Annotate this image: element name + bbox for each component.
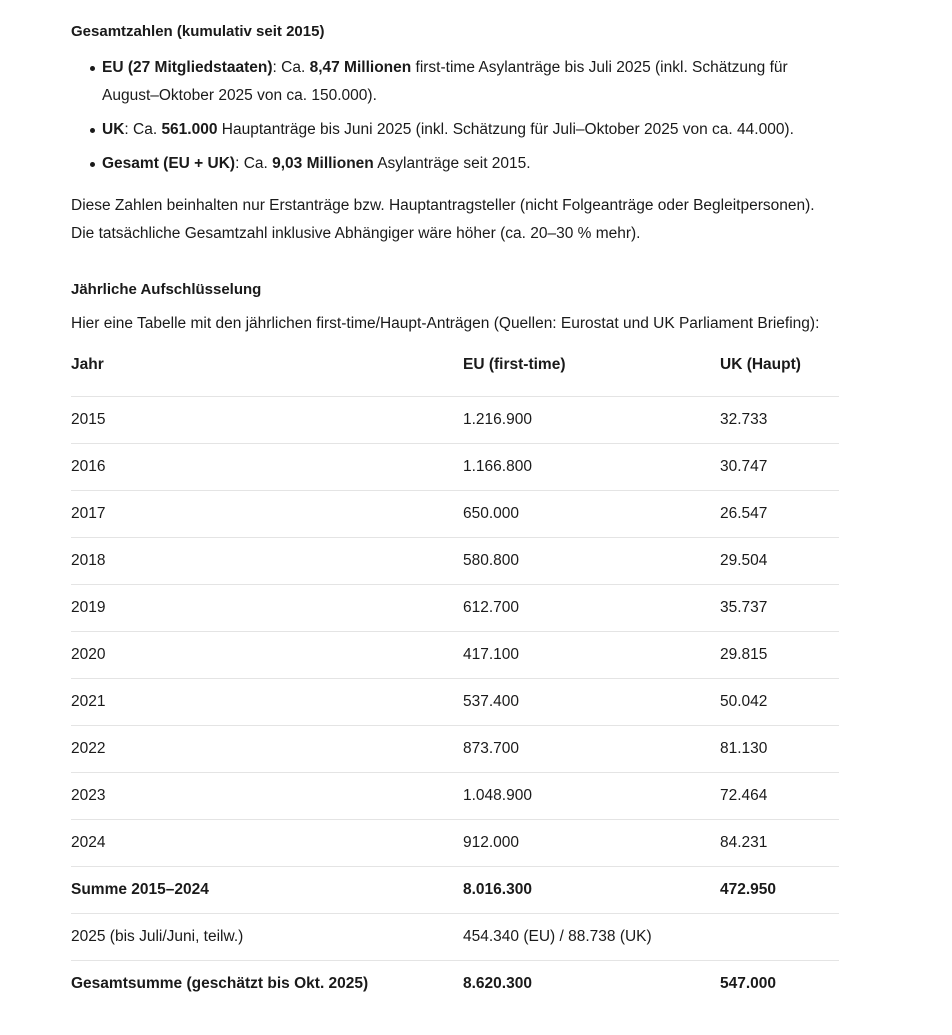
header-uk: UK (Haupt) [720, 356, 801, 373]
cell-eu: 454.340 (EU) / 88.738 (UK) [463, 914, 720, 961]
table-header-row [71, 354, 839, 397]
cell-uk: 35.737 [720, 585, 839, 632]
table-row [71, 491, 839, 538]
cell-eu: 873.700 [463, 726, 720, 773]
table-row [71, 867, 839, 914]
cell-eu: 8.016.300 [463, 867, 720, 914]
cell-eu: 650.000 [463, 491, 720, 538]
item-value: 561.000 [161, 121, 218, 138]
cell-uk: 547.000 [720, 961, 839, 1008]
note-paragraph: Diese Zahlen beinhalten nur Erstanträge bzw. Hauptantragsteller (nicht Folgeanträge oder Begleitpersonen). Die tatsächliche Gesamtzahl inklusive Abhängiger wäre höher (ca. 20–30 % mehr). [71, 197, 815, 242]
cell-uk: 472.950 [720, 867, 839, 914]
table-row [71, 397, 839, 444]
cell-year: 2020 [71, 632, 463, 679]
table-row [71, 632, 839, 679]
table-row [71, 444, 839, 491]
list-item: UK: Ca. 561.000 Hauptanträge bis Juni 2025 (inkl. Schätzung für Juli–Oktober 2025 von ca. 44.000). [71, 116, 839, 144]
table-row [71, 538, 839, 585]
cell-year: 2022 [71, 726, 463, 773]
cell-year: Gesamtsumme (geschätzt bis Okt. 2025) [71, 961, 463, 1008]
item-label: Gesamt (EU + UK) [102, 155, 236, 172]
item-label: UK [102, 121, 125, 138]
cell-uk [720, 914, 839, 961]
cell-eu: 580.800 [463, 538, 720, 585]
cell-eu: 1.048.900 [463, 773, 720, 820]
cell-eu: 1.216.900 [463, 397, 720, 444]
cell-uk: 81.130 [720, 726, 839, 773]
table-row [71, 585, 839, 632]
cell-eu: 912.000 [463, 820, 720, 867]
cell-eu: 612.700 [463, 585, 720, 632]
yearly-table [71, 354, 839, 1007]
cell-uk: 29.815 [720, 632, 839, 679]
list-item: EU (27 Mitgliedstaaten): Ca. 8,47 Millionen first-time Asylanträge bis Juli 2025 (inkl. Schätzung für August–Oktober 2025 von ca. 150.000). [71, 54, 839, 110]
cell-year: Summe 2015–2024 [71, 867, 463, 914]
cell-year: 2025 (bis Juli/Juni, teilw.) [71, 914, 463, 961]
cell-eu: 8.620.300 [463, 961, 720, 1008]
cell-year: 2021 [71, 679, 463, 726]
totals-list [71, 54, 839, 178]
totals-heading: Gesamtzahlen (kumulativ seit 2015) [71, 23, 325, 40]
table-row [71, 679, 839, 726]
cell-year: 2015 [71, 397, 463, 444]
cell-year: 2018 [71, 538, 463, 585]
list-item: Gesamt (EU + UK): Ca. 9,03 Millionen Asylanträge seit 2015. [71, 150, 839, 178]
header-eu: EU (first-time) [463, 356, 566, 373]
cell-year: 2016 [71, 444, 463, 491]
table-row [71, 820, 839, 867]
table-row [71, 726, 839, 773]
cell-year: 2024 [71, 820, 463, 867]
cell-eu: 1.166.800 [463, 444, 720, 491]
cell-year: 2023 [71, 773, 463, 820]
cell-eu: 537.400 [463, 679, 720, 726]
cell-year: 2019 [71, 585, 463, 632]
item-value: 8,47 Millionen [309, 59, 412, 76]
cell-uk: 84.231 [720, 820, 839, 867]
cell-uk: 72.464 [720, 773, 839, 820]
cell-uk: 32.733 [720, 397, 839, 444]
cell-uk: 29.504 [720, 538, 839, 585]
header-year: Jahr [71, 356, 104, 373]
document-body [71, 18, 839, 1007]
cell-uk: 50.042 [720, 679, 839, 726]
item-value: 9,03 Millionen [272, 155, 374, 172]
table-row [71, 773, 839, 820]
table-row [71, 961, 839, 1008]
item-label: EU (27 Mitgliedstaaten) [102, 59, 273, 76]
cell-year: 2017 [71, 491, 463, 538]
yearly-heading: Jährliche Aufschlüsselung [71, 281, 262, 298]
cell-uk: 26.547 [720, 491, 839, 538]
cell-uk: 30.747 [720, 444, 839, 491]
cell-eu: 417.100 [463, 632, 720, 679]
intro-paragraph: Hier eine Tabelle mit den jährlichen first-time/Haupt-Anträgen (Quellen: Eurostat und UK Parliament Briefing): [71, 315, 820, 332]
table-row [71, 914, 839, 961]
